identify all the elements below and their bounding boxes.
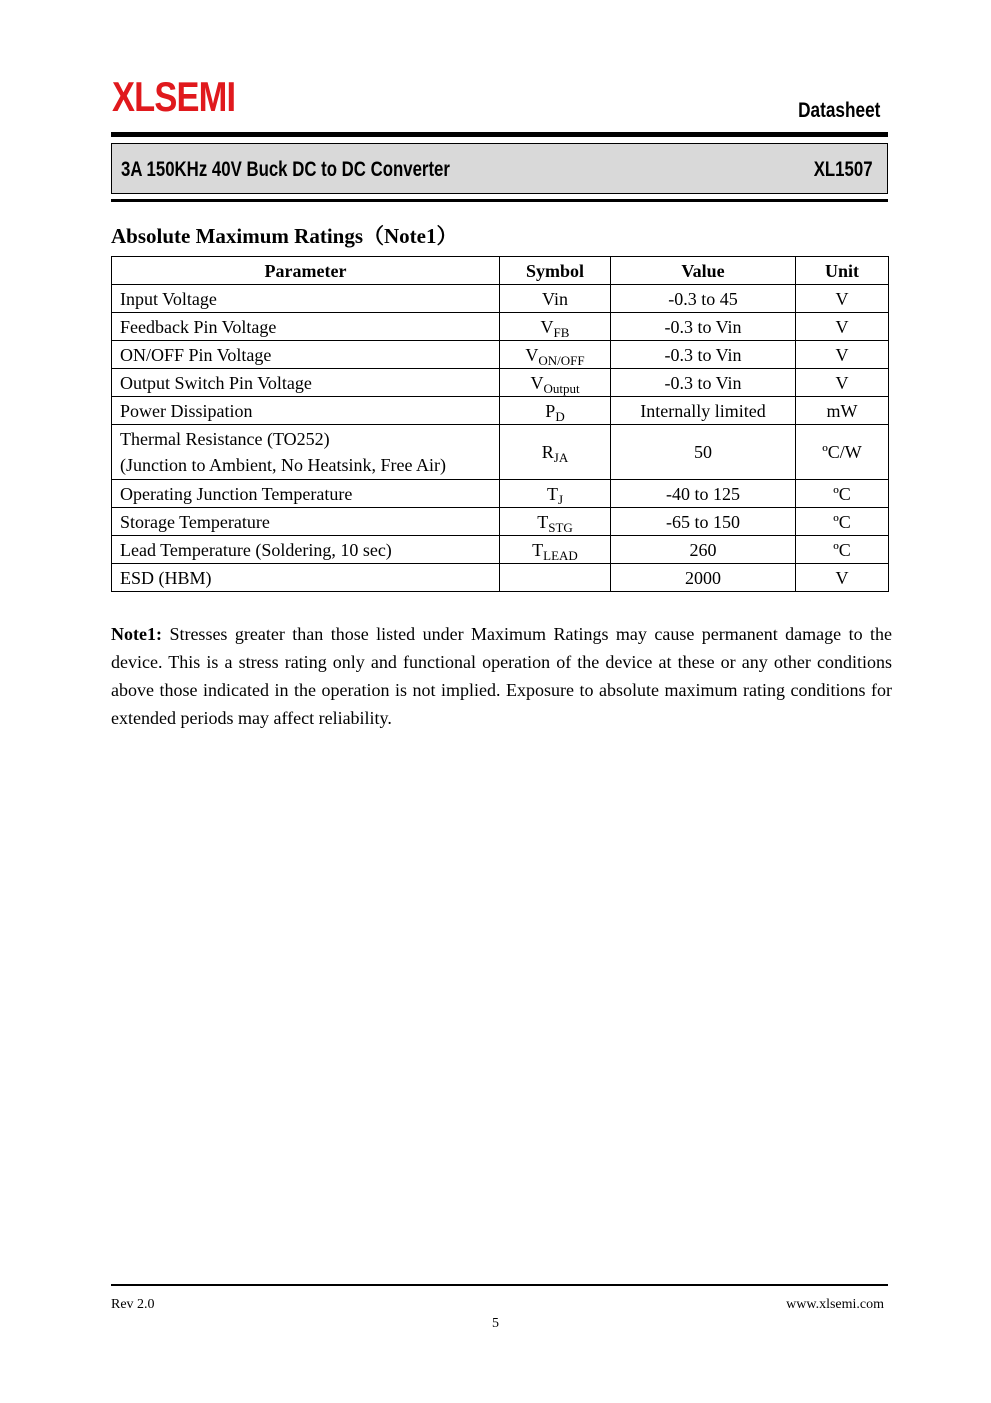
- ratings-table: [111, 256, 889, 592]
- value-cell: 2000: [611, 564, 796, 592]
- part-number: XL1507: [814, 158, 873, 181]
- value-cell: -0.3 to Vin: [611, 341, 796, 369]
- parameter-cell: ESD (HBM): [112, 564, 500, 592]
- unit-cell: mW: [796, 397, 889, 425]
- symbol-cell: $V_{ON/OFF}$: [500, 341, 611, 369]
- value-cell: -0.3 to 45: [611, 285, 796, 313]
- parameter-cell: Storage Temperature: [112, 508, 500, 536]
- header-value: Value: [611, 257, 796, 285]
- value-cell: 50: [611, 425, 796, 480]
- parameter-cell: Lead Temperature (Soldering, 10 sec): [112, 536, 500, 564]
- table-row: [112, 285, 889, 313]
- value-cell: -0.3 to Vin: [611, 369, 796, 397]
- table-row: [112, 425, 889, 480]
- revision-label: Rev 2.0: [111, 1297, 155, 1312]
- xlsemi-logo: XLSEMI: [112, 73, 236, 120]
- parameter-cell: Operating Junction Temperature: [112, 480, 500, 508]
- value-cell: -40 to 125: [611, 480, 796, 508]
- symbol-cell: $T_J$: [500, 480, 611, 508]
- symbol-cell: Vin: [500, 285, 611, 313]
- table-row: [112, 397, 889, 425]
- table-row: [112, 313, 889, 341]
- title-rule: [111, 199, 888, 202]
- unit-cell: ºC/W: [796, 425, 889, 480]
- unit-cell: ºC: [796, 536, 889, 564]
- title-bar: [111, 143, 888, 194]
- parameter-cell: Thermal Resistance (TO252) (Junction to Ambient, No Heatsink, Free Air): [112, 425, 500, 480]
- table-row: [112, 564, 889, 592]
- table-row: [112, 508, 889, 536]
- parameter-cell: Output Switch Pin Voltage: [112, 369, 500, 397]
- website-link[interactable]: www.xlsemi.com: [786, 1297, 884, 1312]
- unit-cell: V: [796, 564, 889, 592]
- parameter-cell: Power Dissipation: [112, 397, 500, 425]
- header-symbol: Symbol: [500, 257, 611, 285]
- unit-cell: V: [796, 313, 889, 341]
- value-cell: -65 to 150: [611, 508, 796, 536]
- unit-cell: V: [796, 341, 889, 369]
- header-rule: [111, 132, 888, 137]
- value-cell: 260: [611, 536, 796, 564]
- table-header-row: [112, 257, 889, 285]
- symbol-cell: $R_{JA}$: [500, 425, 611, 480]
- footer-rule: [111, 1284, 888, 1286]
- parameter-cell: Input Voltage: [112, 285, 500, 313]
- note-paragraph: [111, 620, 892, 732]
- unit-cell: V: [796, 285, 889, 313]
- header-unit: Unit: [796, 257, 889, 285]
- note-text: Stresses greater than those listed under Maximum Ratings may cause permanent damage to the device. This is a stress rating only and functional operation of the device at these or any other conditions above those indicated in the operation is not implied. Exposure to absolute maximum rating conditions for extended periods may affect reliability.: [111, 624, 893, 728]
- unit-cell: ºC: [796, 508, 889, 536]
- note-label: Note1:: [111, 624, 162, 644]
- table-row: [112, 536, 889, 564]
- section-heading: Absolute Maximum Ratings（Note1）: [111, 224, 458, 248]
- symbol-cell: $V_{Output}$: [500, 369, 611, 397]
- unit-cell: V: [796, 369, 889, 397]
- parameter-cell: ON/OFF Pin Voltage: [112, 341, 500, 369]
- symbol-cell: $P_D$: [500, 397, 611, 425]
- value-cell: Internally limited: [611, 397, 796, 425]
- table-row: [112, 480, 889, 508]
- symbol-cell: $T_{STG}$: [500, 508, 611, 536]
- symbol-cell: $T_{LEAD}$: [500, 536, 611, 564]
- doc-type-label: Datasheet: [797, 99, 880, 122]
- unit-cell: ºC: [796, 480, 889, 508]
- table-row: [112, 369, 889, 397]
- parameter-cell: Feedback Pin Voltage: [112, 313, 500, 341]
- symbol-cell: $V_{FB}$: [500, 313, 611, 341]
- product-title: 3A 150KHz 40V Buck DC to DC Converter: [121, 158, 450, 181]
- symbol-cell: [500, 564, 611, 592]
- value-cell: -0.3 to Vin: [611, 313, 796, 341]
- header-parameter: Parameter: [112, 257, 500, 285]
- table-row: [112, 341, 889, 369]
- page-number: 5: [492, 1316, 499, 1331]
